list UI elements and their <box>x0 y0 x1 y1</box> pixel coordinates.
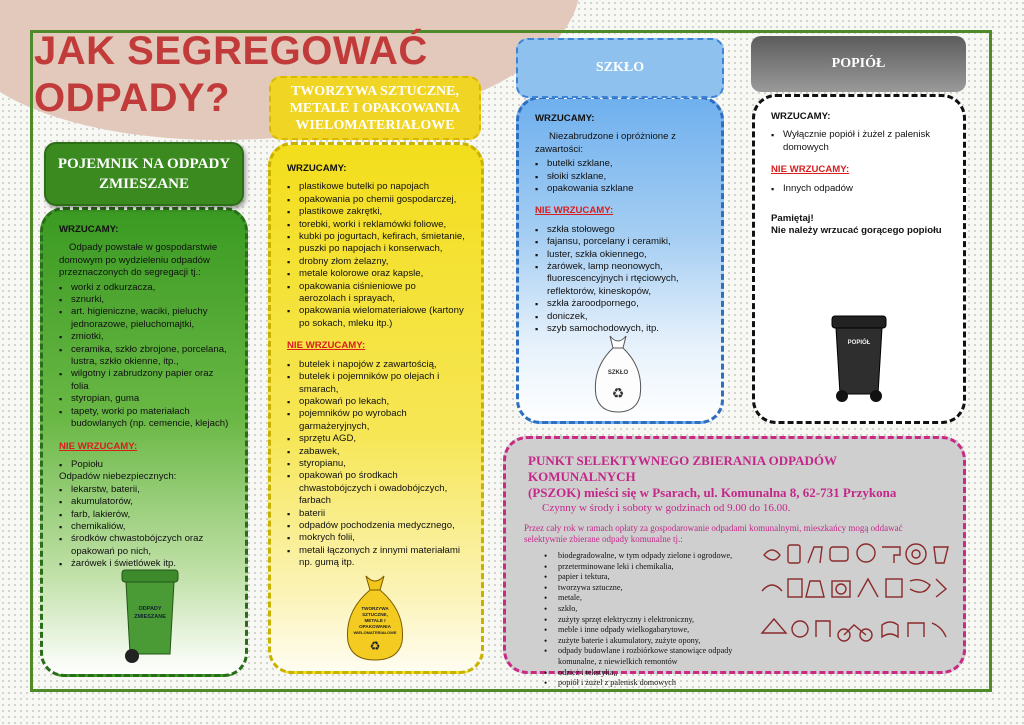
svg-text:WIELOMATERIAŁOWE: WIELOMATERIAŁOWE <box>353 630 397 635</box>
list-item: ▪ styropian, guma <box>59 393 229 405</box>
list-item: ▪ zabawek, <box>287 446 465 458</box>
plastics-no-list <box>287 359 465 570</box>
list-item: ▪ farb, lakierów, <box>59 509 229 521</box>
list-item: ▪ szkła żaroodpornego, <box>535 298 705 310</box>
list-item: ▪ opakowania wielomateriałowe (kartony po sokach, mleku itp.) <box>287 305 465 330</box>
black-bin-icon <box>828 312 890 404</box>
list-item: ▪ odpadów pochodzenia medycznego, <box>287 520 465 532</box>
list-item: • meble i inne odpady wielkogabarytowe, <box>544 625 754 636</box>
list-item: ▪ żarówek, lamp neonowych, fluorescencyjnych i rtęciowych, reflektorów, kineskopów, <box>535 261 705 298</box>
list-item: ▪ zmiotki, <box>59 331 229 343</box>
svg-text:METALE I: METALE I <box>364 618 386 623</box>
list-item: ▪ chemikaliów, <box>59 521 229 533</box>
glass-bag-icon <box>590 334 646 416</box>
plastics-yes-list <box>287 181 465 330</box>
list-item: ▪ Innych odpadów <box>771 183 947 195</box>
page-title-line2: ODPADY? <box>34 76 231 120</box>
list-item: ▪ plastikowe butelki po napojach <box>287 181 465 193</box>
list-item: ▪ sprzętu AGD, <box>287 433 465 445</box>
list-item: • popiół i żużel z palenisk domowych <box>544 678 754 689</box>
list-item: ▪ ceramika, szkło zbrojone, porcelana, lustra, szkło okienne, itp., <box>59 344 229 369</box>
list-item: ▪ mokrych folii, <box>287 532 465 544</box>
list-item: ▪ baterii <box>287 508 465 520</box>
plastics-header: TWORZYWA SZTUCZNE, METALE I OPAKOWANIA WIELOMATERIAŁOWE <box>269 76 481 140</box>
glass-yes-label: WRZUCAMY: <box>535 113 595 124</box>
list-item: • biodegradowalne, w tym odpady zielone i ogrodowe, <box>544 551 754 562</box>
waste-items-illustration <box>758 537 954 657</box>
list-item: • odpady budowlane i rozbiórkowe stanowiące odpady komunalne, z niewielkich remontów <box>544 646 754 667</box>
list-item: ▪ luster, szkła okiennego, <box>535 249 705 261</box>
green-bin-icon <box>118 566 182 666</box>
list-item: • papier i tektura, <box>544 572 754 583</box>
list-item: • przeterminowane leki i chemikalia, <box>544 562 754 573</box>
glass-yes-list <box>535 158 705 195</box>
list-item: ▪ art. higieniczne, waciki, pieluchy jednorazowe, pieluchomajtki, <box>59 306 229 331</box>
list-item: ▪ puszki po napojach i konserwach, <box>287 243 465 255</box>
list-item: ▪ opakowania po chemii gospodarczej, <box>287 194 465 206</box>
list-item: • tworzywa sztuczne, <box>544 583 754 594</box>
list-item: ▪ szyb samochodowych, itp. <box>535 323 705 335</box>
yellow-bag-icon <box>340 572 410 664</box>
list-item: ▪ akumulatorów, <box>59 496 229 508</box>
list-item: ▪ opakowania ciśnieniowe po aerozolach i sprayach, <box>287 281 465 306</box>
svg-text:OPAKOWANIA: OPAKOWANIA <box>359 624 391 629</box>
ash-yes-list <box>771 129 947 154</box>
list-item: ▪ opakowania szklane <box>535 183 705 195</box>
svg-text:TWORZYWA: TWORZYWA <box>361 606 389 611</box>
list-item: ▪ butelek i napojów z zawartością, <box>287 359 465 371</box>
mixed-no-list <box>59 459 229 471</box>
ash-note-text: Nie należy wrzucać gorącego popiołu <box>771 225 942 237</box>
list-item: ▪ butelki szklane, <box>535 158 705 170</box>
list-item: ▪ metali łączonych z innymi materiałami np. gumą itp. <box>287 545 465 570</box>
ash-yes-label: WRZUCAMY: <box>771 111 831 122</box>
plastics-no-label: NIE WRZUCAMY: <box>287 340 366 352</box>
svg-text:POPIÓŁ: POPIÓŁ <box>847 340 871 346</box>
svg-text:SZTUCZNE,: SZTUCZNE, <box>362 612 388 617</box>
list-item: ▪ tapety, worki po materiałach budowlanych (np. cemencie, klejach) <box>59 406 229 431</box>
list-item: ▪ opakowań po środkach chwastobójczych i owadobójczych, farbach <box>287 470 465 507</box>
list-item: ▪ torebki, worki i reklamówki foliowe, <box>287 219 465 231</box>
bin-label: ODPADY <box>138 606 162 612</box>
mixed-no-label: NIE WRZUCAMY: <box>59 440 138 452</box>
list-item: ▪ doniczek, <box>535 311 705 323</box>
svg-text:♻: ♻ <box>611 385 625 401</box>
list-item: ▪ opakowań po lekach, <box>287 396 465 408</box>
mixed-waste-header: POJEMNIK NA ODPADY ZMIESZANE <box>44 142 244 206</box>
glass-no-label: NIE WRZUCAMY: <box>535 205 614 217</box>
list-item: ▪ plastikowe zakrętki, <box>287 206 465 218</box>
list-item: ▪ środków chwastobójczych oraz opakowań po nich, <box>59 533 229 558</box>
list-item: ▪ Popiołu <box>59 459 229 471</box>
list-item: ▪ szkła stołowego <box>535 224 705 236</box>
mixed-yes-label: WRZUCAMY: <box>59 224 119 235</box>
pszok-hours: Czynny w środy i soboty w godzinach od 9.00 do 16.00. <box>542 502 791 514</box>
list-item: • metale, <box>544 593 754 604</box>
list-item: • zużyty sprzęt elektryczny i elektroniczny, <box>544 615 754 626</box>
ash-header: POPIÓŁ <box>751 36 966 92</box>
list-item: ▪ drobny złom żelazny, <box>287 256 465 268</box>
glass-no-list <box>535 224 705 336</box>
list-item: ▪ sznurki, <box>59 294 229 306</box>
list-item: ▪ żarówek i świetlówek itp. <box>59 558 229 570</box>
ash-no-list <box>771 183 947 195</box>
pszok-intro: Przez cały rok w ramach opłaty za gospodarowanie odpadami komunalnymi, mieszkańcy mogą oddawać selektywnie zbierane odpady komunalne tj.: <box>524 523 903 544</box>
list-item: • odzież i tekstylia,, <box>544 668 754 679</box>
ash-note-title: Pamiętaj! <box>771 213 814 225</box>
list-item: • zużyte baterie i akumulatory, zużyte opony, <box>544 636 754 647</box>
list-item: ▪ lekarstw, baterii, <box>59 484 229 496</box>
mixed-no-list-2 <box>59 484 229 571</box>
list-item: ▪ pojemników po wyrobach garmażeryjnych, <box>287 408 465 433</box>
ash-no-label: NIE WRZUCAMY: <box>771 164 850 176</box>
list-item: ▪ kubki po jogurtach, kefirach, śmietanie, <box>287 231 465 243</box>
svg-text:ZMIESZANE: ZMIESZANE <box>134 614 166 620</box>
list-item: ▪ worki z odkurzacza, <box>59 282 229 294</box>
list-item: • szkło, <box>544 604 754 615</box>
glass-header: SZKŁO <box>516 38 724 98</box>
mixed-yes-list <box>59 282 229 431</box>
svg-text:♻: ♻ <box>369 639 381 653</box>
pszok-address: (PSZOK) mieści się w Psarach, ul. Komunalna 8, 62-731 Przykona <box>528 485 897 500</box>
pszok-list <box>544 551 754 689</box>
list-item: ▪ Wyłącznie popiół i żużel z palenisk domowych <box>771 129 947 154</box>
list-item: ▪ styropianu, <box>287 458 465 470</box>
pszok-title: PUNKT SELEKTYWNEGO ZBIERANIA ODPADÓW KOMUNALNYCH <box>528 453 837 484</box>
list-item: ▪ metale kolorowe oraz kapsle, <box>287 268 465 280</box>
list-item: ▪ butelek i pojemników po olejach i smarach, <box>287 371 465 396</box>
glass-intro: Niezabrudzone i opróżnione z zawartości: <box>535 131 676 155</box>
pszok-panel <box>503 436 966 688</box>
list-item: ▪ fajansu, porcelany i ceramiki, <box>535 236 705 248</box>
page-title-line1: JAK SEGREGOWAĆ <box>34 29 428 73</box>
list-item: ▪ wilgotny i zabrudzony papier oraz folia <box>59 368 229 393</box>
mixed-intro: Odpady powstałe w gospodarstwie domowym po wydzieleniu odpadów przeznaczonych do segregacji tj.: <box>59 242 218 279</box>
mixed-no-subheading: Odpadów niebezpiecznych: <box>59 471 177 483</box>
svg-text:SZKŁO: SZKŁO <box>607 370 629 376</box>
plastics-yes-label: WRZUCAMY: <box>287 163 347 174</box>
list-item: ▪ słoiki szklane, <box>535 171 705 183</box>
